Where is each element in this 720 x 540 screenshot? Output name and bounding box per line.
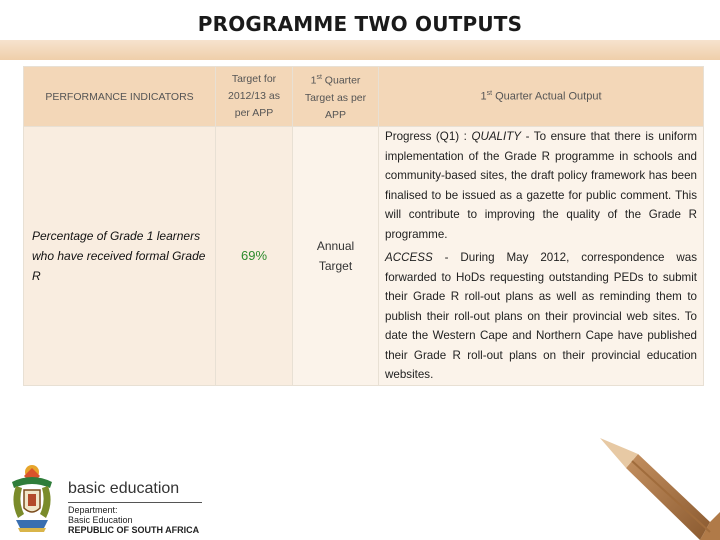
quality-paragraph [385, 127, 697, 244]
header-actual-num: 1 [480, 90, 487, 103]
access-label: ACCESS [385, 251, 433, 264]
page-title: PROGRAMME TWO OUTPUTS [197, 12, 523, 36]
header-target-line1: Target for [231, 73, 277, 85]
header-quarter-num: 1 [310, 74, 317, 87]
dept-line2: Basic Education [68, 515, 133, 525]
header-quarter-line2: Target as per [304, 91, 367, 104]
pencil-icon [560, 372, 720, 540]
quality-label: QUALITY [471, 130, 522, 143]
header-actual-rest: Quarter Actual Output [492, 90, 602, 103]
indicator-cell: Percentage of Grade 1 learners who have received formal Grade R [24, 127, 216, 386]
brand-divider [68, 502, 202, 503]
progress-label: Progress (Q1) : [385, 130, 472, 143]
quarter-target-cell [293, 127, 379, 386]
dept-line3: REPUBLIC OF SOUTH AFRICA [68, 525, 200, 535]
actual-output-cell [379, 127, 704, 386]
brand-name: basic education [68, 480, 180, 497]
quality-text: - To ensure that there is uniform implementation of the Grade R programme in schools and community-based sites, the draft policy framework has been finalised to be issued as a gazette for public comment. This will contribute to improving the quality of the Grade R programme. [385, 130, 697, 241]
outputs-table [23, 66, 704, 386]
quarter-target-line2: Target [318, 258, 353, 273]
title-underline-bar [0, 40, 720, 60]
sa-coat-of-arms-icon [6, 462, 58, 534]
header-target-line3: per APP [234, 107, 274, 119]
quarter-target-line1: Annual [316, 238, 355, 253]
header-target-line2: 2012/13 as [228, 90, 280, 102]
header-target [216, 67, 293, 127]
header-performance-indicators: PERFORMANCE INDICATORS [24, 67, 216, 127]
target-value: 69% [216, 127, 293, 386]
header-actual-sup: st [486, 90, 493, 98]
department-text [68, 505, 199, 535]
access-paragraph [385, 248, 697, 385]
header-quarter-target [293, 67, 379, 127]
table-header-row [24, 67, 704, 127]
header-quarter-line1: Quarter [321, 74, 361, 87]
header-actual-output [379, 67, 704, 127]
header-quarter-line3: APP [324, 108, 346, 121]
header-quarter-sup: st [316, 74, 322, 82]
access-text: - During May 2012, correspondence was forwarded to HoDs requesting outstanding PEDs to submit their Grade R roll-out plans as well as reminding them to publish their roll-out plans on their provincial web sites. To date the Western Cape and Northern Cape have published their Grade R roll-out plans on their provincial education websites. [385, 251, 697, 381]
table-row [24, 127, 704, 386]
dept-line1: Department: [68, 505, 118, 515]
